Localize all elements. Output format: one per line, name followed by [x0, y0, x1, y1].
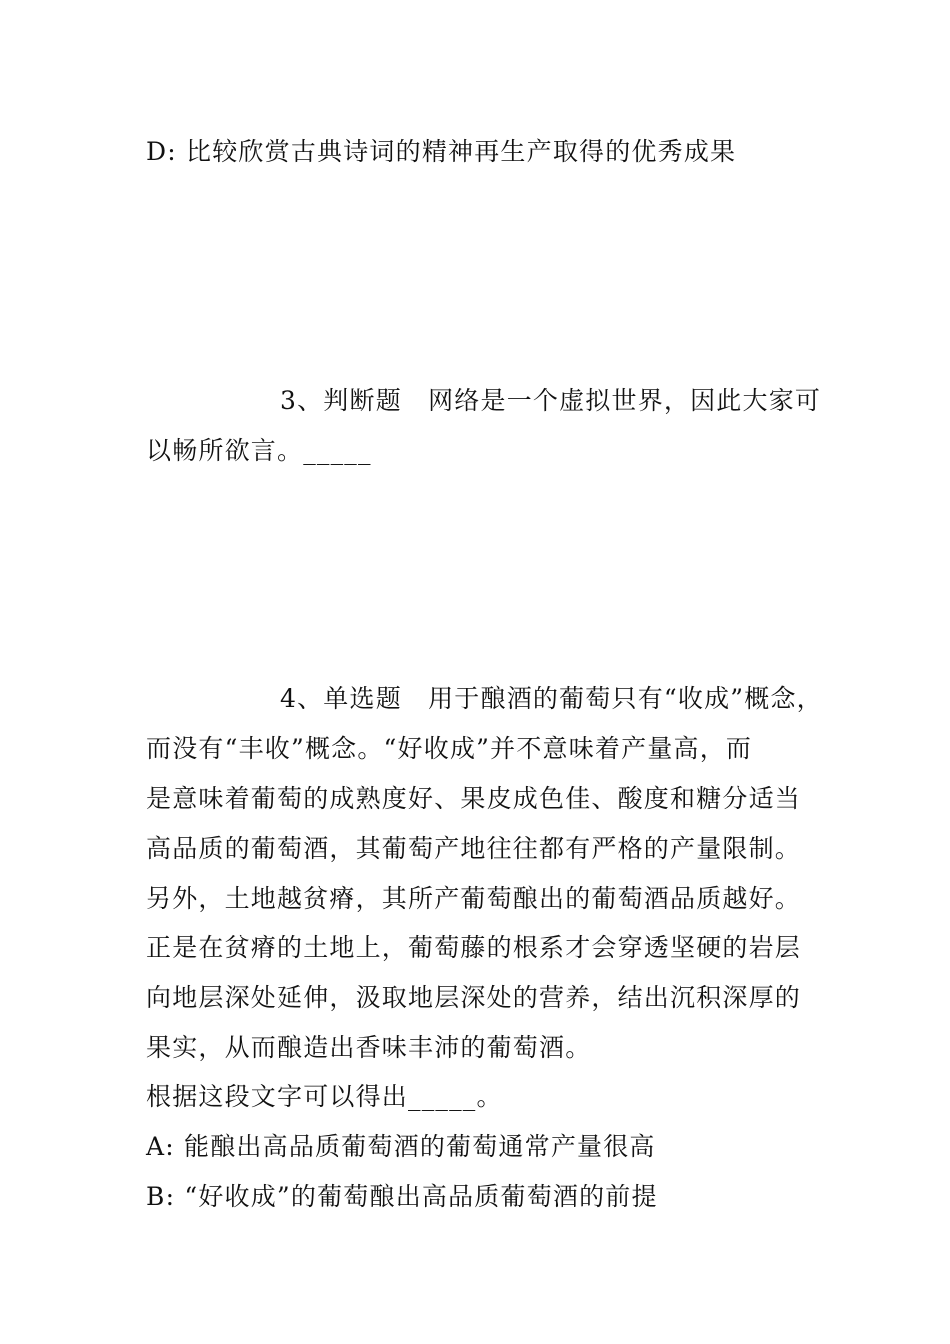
question-4-line-6: 正是在贫瘠的土地上，葡萄藤的根系才会穿透坚硬的岩层: [146, 933, 802, 962]
question-4-option-b: B: “好收成”的葡萄酿出高品质葡萄酒的前提: [146, 1182, 658, 1211]
question-4-line-5: 另外，土地越贫瘠，其所产葡萄酿出的葡萄酒品质越好。: [146, 884, 802, 913]
question-4-line-1: 4、单选题 用于酿酒的葡萄只有“收成”概念，: [280, 684, 823, 713]
question-4-line-7: 向地层深处延伸，汲取地层深处的营养，结出沉积深厚的: [146, 983, 802, 1012]
question-3-line-2: 以畅所欲言。_____: [146, 436, 372, 465]
question-4-prompt: 根据这段文字可以得出_____。: [146, 1082, 503, 1111]
option-d-text: D: 比较欣赏古典诗词的精神再生产取得的优秀成果: [146, 137, 737, 166]
question-4-option-a: A: 能酿出高品质葡萄酒的葡萄通常产量很高: [146, 1132, 656, 1161]
question-4-line-4: 高品质的葡萄酒，其葡萄产地往往都有严格的产量限制。: [146, 834, 802, 863]
question-4-line-3: 是意味着葡萄的成熟度好、果皮成色佳、酸度和糖分适当: [146, 784, 802, 813]
question-3-line-1: 3、判断题 网络是一个虚拟世界，因此大家可: [280, 386, 822, 415]
question-4-line-8: 果实，从而酿造出香味丰沛的葡萄酒。: [146, 1033, 592, 1062]
question-4-line-2: 而没有“丰收”概念。“好收成”并不意味着产量高，而: [146, 734, 753, 763]
